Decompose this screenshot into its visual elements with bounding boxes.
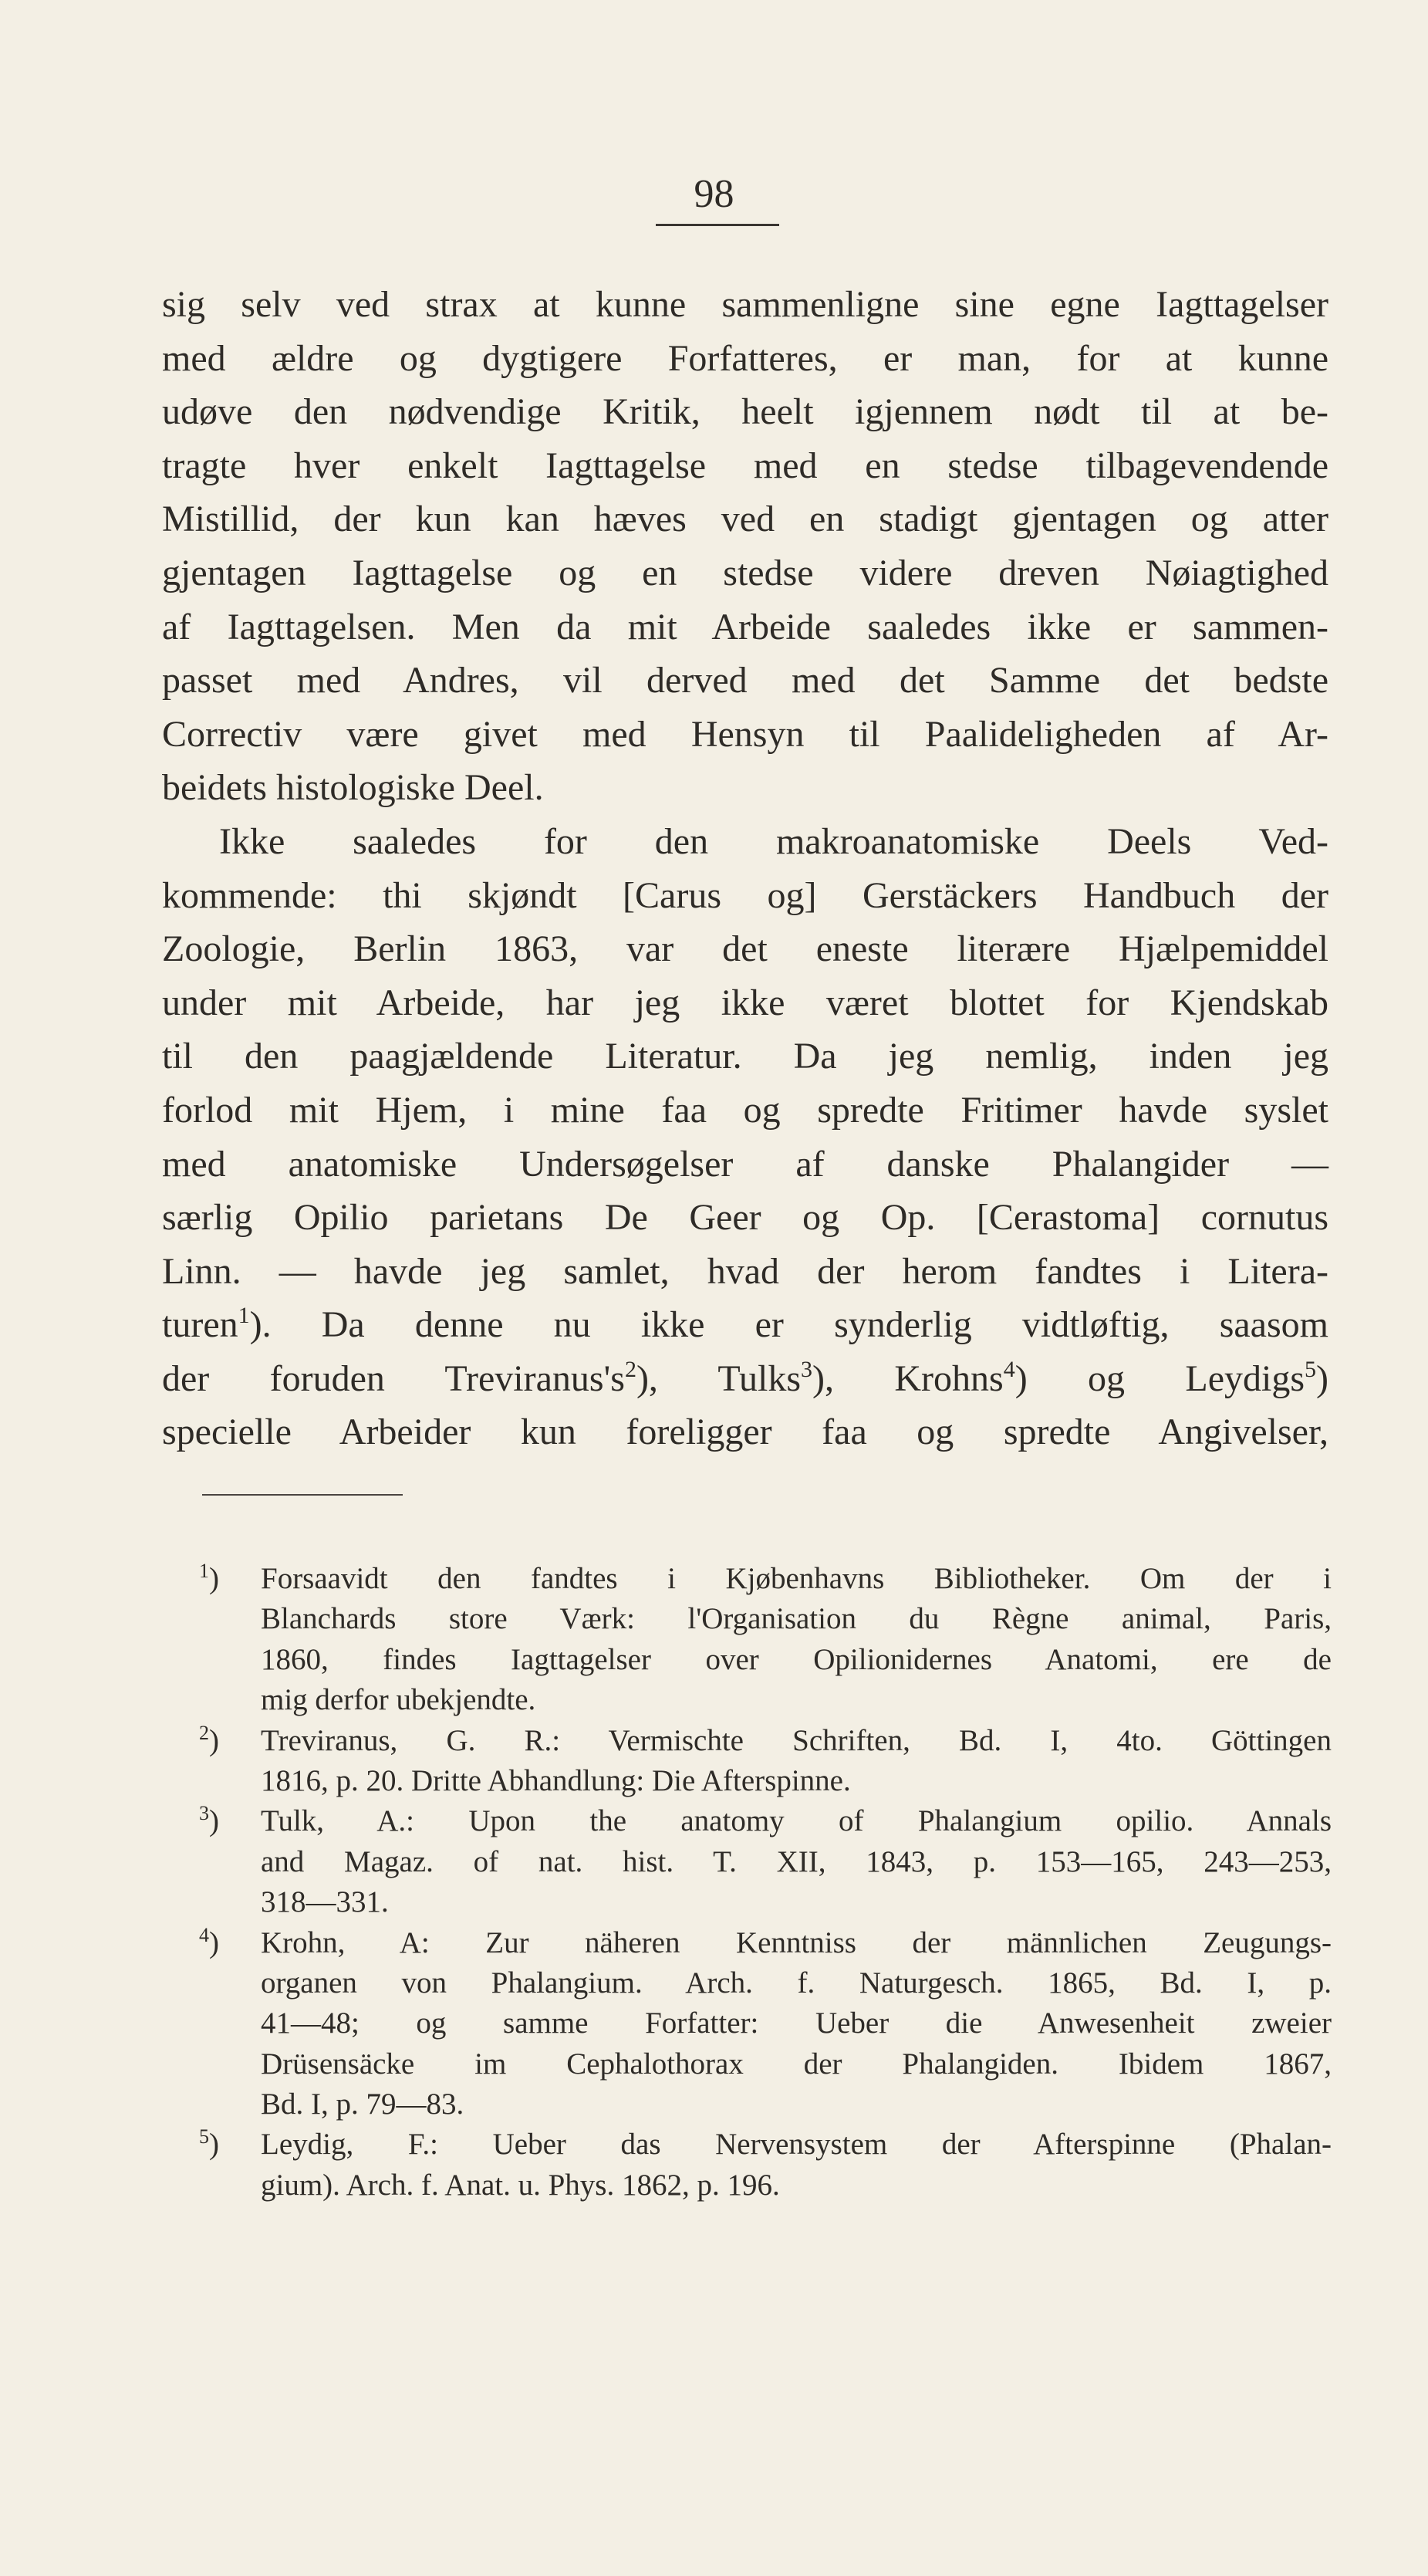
footnote-line: mig derfor ubekjendte. — [261, 1683, 536, 1717]
footnote-line: $^1$) Forsaavidt den fandtes i Kjøbenhavns Bibliotheker. Om der i — [199, 1559, 1332, 1599]
body-line: med ældre og dygtigere Forfatteres, er man, for at kunne — [162, 337, 1328, 379]
footnotes — [199, 1559, 1332, 2206]
body-line: udøve den nødvendige Kritik, heelt igjennem nødt til at be- — [162, 391, 1328, 433]
footnote-marker: $^2$) — [199, 1721, 219, 1757]
footnote — [199, 2125, 1332, 2206]
footnote — [199, 1559, 1332, 1721]
body-line: forlod mit Hjem, i mine faa og spredte Fritimer havde syslet — [162, 1089, 1328, 1131]
body-lines — [162, 278, 1328, 1298]
footnote-marker: $^3$) — [199, 1802, 219, 1838]
footnote-line: 318—331. — [261, 1885, 389, 1919]
footnote-line: organen von Phalangium. Arch. f. Naturgesch. 1865, Bd. I, p. — [261, 1966, 1332, 2000]
footnote-ref: 4 — [1003, 1356, 1015, 1382]
body-line: af Iagttagelsen. Men da mit Arbeide saaledes ikke er sammen- — [162, 606, 1328, 647]
footnote-line: 1816, p. 20. Dritte Abhandlung: Die Afterspinne. — [261, 1763, 851, 1797]
footnote-ref: 5 — [1305, 1356, 1317, 1382]
footnote-ref: 2 — [624, 1356, 636, 1382]
body-line: der foruden Treviranus's$^2$), Tulks$^3$), Krohns$^4$) og Leydigs$^5$) — [162, 1356, 1328, 1399]
footnote-marker: $^4$) — [199, 1923, 219, 1959]
body-line: gjentagen Iagttagelse og en stedse videre dreven Nøiagtighed — [162, 552, 1328, 593]
footnote — [199, 1801, 1332, 1922]
footnote-line: and Magaz. of nat. hist. T. XII, 1843, p. 153—165, 243—253, — [261, 1844, 1332, 1878]
footnote-line: 1860, findes Iagttagelser over Opilionidernes Anatomi, ere de — [261, 1642, 1332, 1676]
body-line: Correctiv være givet med Hensyn til Paalideligheden af Ar- — [162, 713, 1328, 755]
footnote-line: $^2$) Treviranus, G. R.: Vermischte Schriften, Bd. I, 4to. Göttingen — [199, 1721, 1332, 1761]
body-line: tragte hver enkelt Iagttagelse med en stedse tilbagevendende — [162, 445, 1328, 486]
footnote-line: $^4$) Krohn, A: Zur näheren Kenntniss der männlichen Zeugungs- — [199, 1923, 1332, 1963]
footnote-ref: 1 — [238, 1303, 250, 1329]
body-line: under mit Arbeide, har jeg ikke været blottet for Kjendskab — [162, 982, 1328, 1023]
footnote-marker: $^1$) — [199, 1560, 219, 1595]
body-line: Linn. — havde jeg samlet, hvad der herom fandtes i Litera- — [162, 1250, 1328, 1292]
footnote-line: $^3$) Tulk, A.: Upon the anatomy of Phalangium opilio. Annals — [199, 1801, 1332, 1841]
body-line: med anatomiske Undersøgelser af danske Phalangider — — [162, 1143, 1328, 1185]
footnote-divider — [202, 1494, 403, 1496]
body-line: særlig Opilio parietans De Geer og Op. [Cerastoma] cornutus — [162, 1197, 1328, 1239]
body-line: sig selv ved strax at kunne sammenligne sine egne Iagttagelser — [162, 284, 1328, 325]
body-line: specielle Arbeider kun foreligger faa og spredte Angivelser, — [162, 1411, 1328, 1453]
footnote-line: Drüsensäcke im Cephalothorax der Phalangiden. Ibidem 1867, — [261, 2047, 1332, 2081]
body-line: Zoologie, Berlin 1863, var det eneste literære Hjælpemiddel — [162, 928, 1328, 970]
body-line: turen$^1$). Da denne nu ikke er synderlig vidtløftig, saasom — [162, 1303, 1328, 1346]
page-number-rule — [656, 224, 779, 226]
footnote-line: 41—48; og samme Forfatter: Ueber die Anwesenheit zweier — [261, 2006, 1332, 2040]
body-line: kommende: thi skjøndt [Carus og] Gerstäckers Handbuch der — [162, 874, 1328, 916]
footnote — [199, 1721, 1332, 1802]
body-line: Ikke saaledes for den makroanatomiske Deels Ved- — [219, 820, 1328, 862]
footnote — [199, 1923, 1332, 2125]
footnote-line: $^5$) Leydig, F.: Ueber das Nervensystem der Afterspinne (Phalan- — [199, 2125, 1332, 2165]
body-text — [162, 278, 1328, 1459]
body-line: beidets histologiske Deel. — [162, 767, 544, 809]
footnote-line: Blanchards store Værk: l'Organisation du Règne animal, Paris, — [261, 1602, 1332, 1636]
page-number: 98 — [694, 172, 734, 216]
footnote-ref: 3 — [801, 1356, 813, 1382]
body-line: til den paagjældende Literatur. Da jeg nemlig, inden jeg — [162, 1036, 1328, 1077]
footnote-marker: $^5$) — [199, 2125, 219, 2162]
body-line: passet med Andres, vil derved med det Samme det bedste — [162, 660, 1328, 701]
footnote-line: Bd. I, p. 79—83. — [261, 2088, 464, 2121]
body-line: Mistillid, der kun kan hæves ved en stadigt gjentagen og atter — [162, 499, 1328, 540]
footnote-line: gium). Arch. f. Anat. u. Phys. 1862, p. 196. — [261, 2168, 780, 2202]
